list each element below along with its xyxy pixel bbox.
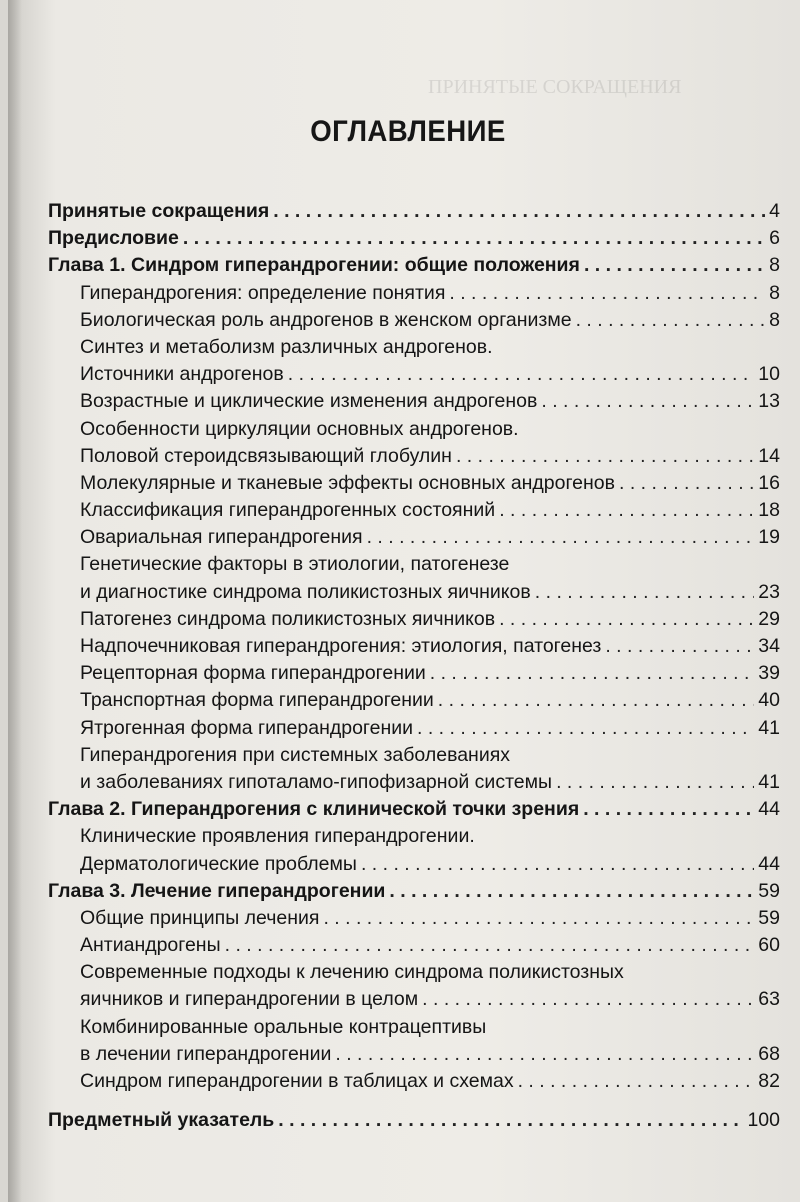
toc-spacer: [48, 1095, 780, 1107]
toc-page-number: 39: [758, 662, 780, 685]
toc-leader-dots: [449, 280, 765, 307]
toc-page-number: 8: [769, 308, 780, 331]
toc-subentry[interactable]: [48, 715, 780, 742]
toc-leader-dots: [422, 986, 754, 1013]
toc-leader-dots: [278, 1107, 743, 1134]
toc-page-number: 19: [758, 526, 780, 549]
toc-entry-title: Биологическая роль андрогенов в женском организме: [80, 308, 572, 331]
show-through-text: ПРИНЯТЫЕ СОКРАЩЕНИЯ: [428, 76, 682, 98]
toc-subentry[interactable]: [48, 851, 780, 878]
toc-page-number: 68: [758, 1042, 780, 1065]
toc-subentry[interactable]: [48, 660, 780, 687]
toc-leader-dots: [335, 1041, 754, 1068]
toc-subentry[interactable]: [48, 361, 780, 388]
toc-entry-title: Глава 3. Лечение гиперандрогении: [48, 879, 386, 902]
toc-page-number: 10: [758, 363, 780, 386]
spine-shadow: [8, 0, 22, 1202]
toc-subentry[interactable]: [48, 932, 780, 959]
toc-page-number: 59: [758, 879, 780, 902]
toc-subentry[interactable]: [48, 606, 780, 633]
toc-leader-dots: [499, 497, 754, 524]
toc-subentry[interactable]: [48, 470, 780, 497]
toc-subentry[interactable]: [48, 551, 780, 578]
toc-entry-title: Синтез и метаболизм различных андрогенов.: [80, 335, 493, 358]
toc-subentry[interactable]: [48, 1068, 780, 1095]
toc-page-number: 23: [758, 580, 780, 603]
toc-entry-title: Общие принципы лечения: [80, 906, 320, 929]
toc-page-number: 34: [758, 635, 780, 657]
toc-leader-dots: [556, 769, 754, 796]
toc-leader-dots: [225, 932, 755, 959]
toc-entry-title: Ятрогенная форма гиперандрогении: [80, 716, 414, 739]
toc-entry-title: Транспортная форма гиперандрогении: [80, 689, 434, 712]
toc-subentry[interactable]: [48, 986, 780, 1013]
toc-entry-title: Возрастные и циклические изменения андрогенов: [80, 390, 538, 413]
toc-page-number: 63: [758, 988, 780, 1011]
toc-entry-title: Синдром гиперандрогении в таблицах и схемах: [80, 1070, 514, 1092]
toc-subentry[interactable]: [48, 388, 780, 415]
toc-entry-title: Современные подходы к лечению синдрома поликистозных: [80, 961, 624, 984]
toc-subentry[interactable]: [48, 416, 780, 443]
toc-subentry[interactable]: [48, 524, 780, 551]
toc-leader-dots: [361, 851, 754, 878]
toc-chapter-entry[interactable]: [48, 878, 780, 905]
toc-entry-title: Глава 2. Гиперандрогения с клинической точки зрения: [48, 798, 580, 821]
toc-entry-title: Овариальная гиперандрогения: [80, 526, 363, 549]
toc-entry-title: Источники андрогенов: [80, 363, 284, 386]
toc-subentry[interactable]: [48, 959, 780, 986]
toc-entry-title: Патогенез синдрома поликистозных яичников: [80, 607, 496, 630]
toc-entry-title: Половой стероидсвязывающий глобулин: [80, 444, 452, 467]
toc-page-number: 44: [758, 852, 780, 875]
toc-subentry[interactable]: [48, 687, 780, 714]
toc-chapter-entry[interactable]: [48, 198, 780, 225]
toc-leader-dots: [430, 660, 755, 687]
toc-page-number: 18: [758, 499, 780, 522]
toc-entry-title: Гиперандрогения при системных заболеваниях: [80, 743, 511, 766]
toc-subentry[interactable]: [48, 334, 780, 361]
toc-chapter-entry[interactable]: [48, 1107, 780, 1134]
toc-leader-dots: [535, 579, 755, 606]
toc-chapter-entry[interactable]: [48, 225, 780, 252]
toc-page-number: 59: [758, 906, 780, 929]
toc-subentry[interactable]: [48, 1014, 780, 1041]
toc-entry-title: Гиперандрогения: определение понятия: [80, 281, 446, 304]
toc-leader-dots: [518, 1068, 755, 1095]
page-title: ОГЛАВЛЕНИЕ: [310, 115, 506, 148]
toc-leader-dots: [541, 388, 754, 415]
toc-leader-dots: [183, 225, 765, 252]
toc-page-number: 41: [758, 716, 780, 739]
toc-page-number: 16: [758, 471, 780, 494]
toc-leader-dots: [456, 443, 754, 470]
toc-page-number: 41: [758, 770, 780, 793]
toc-entry-title: яичников и гиперандрогении в целом: [80, 988, 419, 1011]
toc-entry-title: Надпочечниковая гиперандрогения: этиология, патогенез: [80, 635, 602, 657]
toc-subentry[interactable]: [48, 307, 780, 334]
toc-leader-dots: [438, 687, 755, 714]
toc-page-number: 60: [758, 934, 780, 957]
toc-page-number: 29: [758, 607, 780, 630]
toc-page-number: 40: [758, 689, 780, 712]
toc-leader-dots: [584, 252, 765, 279]
toc-subentry[interactable]: [48, 280, 780, 307]
toc-entry-title: Антиандрогены: [80, 934, 221, 957]
toc-page-number: 4: [769, 200, 780, 222]
toc-entry-title: Особенности циркуляции основных андрогенов.: [80, 417, 519, 440]
toc-entry-title: Предметный указатель: [48, 1109, 275, 1132]
book-page: [8, 0, 800, 1202]
toc-leader-dots: [323, 905, 754, 932]
toc-page-number: 13: [758, 390, 780, 413]
toc-entry-title: Предисловие: [48, 227, 179, 250]
toc-subentry[interactable]: [48, 742, 780, 769]
toc-leader-dots: [367, 524, 755, 551]
toc-subentry[interactable]: [48, 905, 780, 932]
toc-page-number: 8: [769, 281, 780, 304]
toc-chapter-entry[interactable]: [48, 796, 780, 823]
table-of-contents: [48, 198, 780, 1134]
toc-chapter-entry[interactable]: [48, 252, 780, 279]
toc-entry-title: Клинические проявления гиперандрогении.: [80, 825, 475, 848]
toc-page-number: 82: [758, 1070, 780, 1092]
toc-entry-title: в лечении гиперандрогении: [80, 1042, 332, 1065]
toc-subentry[interactable]: [48, 443, 780, 470]
toc-leader-dots: [499, 606, 754, 633]
toc-page-number: 8: [769, 254, 780, 277]
toc-leader-dots: [619, 470, 754, 497]
toc-subentry[interactable]: [48, 1041, 780, 1068]
toc-entry-title: Рецепторная форма гиперандрогении: [80, 662, 426, 685]
toc-leader-dots: [417, 715, 754, 742]
toc-subentry[interactable]: [48, 633, 780, 660]
toc-page-number: 44: [758, 798, 780, 821]
toc-entry-title: Классификация гиперандрогенных состояний: [80, 499, 496, 522]
toc-page-number: 6: [769, 227, 780, 250]
toc-leader-dots: [273, 198, 765, 225]
toc-entry-title: Комбинированные оральные контрацептивы: [80, 1015, 487, 1038]
toc-leader-dots: [583, 796, 754, 823]
toc-subentry[interactable]: [48, 497, 780, 524]
toc-entry-title: Молекулярные и тканевые эффекты основных андрогенов: [80, 471, 616, 494]
toc-entry-title: Генетические факторы в этиологии, патогенезе: [80, 553, 510, 576]
toc-entry-title: и диагностике синдрома поликистозных яичников: [80, 580, 531, 603]
toc-page-number: 100: [747, 1109, 780, 1132]
toc-leader-dots: [605, 633, 754, 660]
toc-entry-title: Глава 1. Синдром гиперандрогении: общие положения: [48, 254, 580, 277]
toc-leader-dots: [576, 307, 766, 334]
toc-entry-title: и заболеваниях гипоталамо-гипофизарной системы: [80, 770, 553, 793]
toc-leader-dots: [288, 361, 755, 388]
toc-entry-title: Принятые сокращения: [48, 200, 270, 222]
toc-page-number: 14: [758, 444, 780, 467]
toc-subentry[interactable]: [48, 579, 780, 606]
toc-leader-dots: [389, 878, 754, 905]
toc-subentry[interactable]: [48, 823, 780, 850]
toc-entry-title: Дерматологические проблемы: [80, 852, 357, 875]
toc-subentry[interactable]: [48, 769, 780, 796]
